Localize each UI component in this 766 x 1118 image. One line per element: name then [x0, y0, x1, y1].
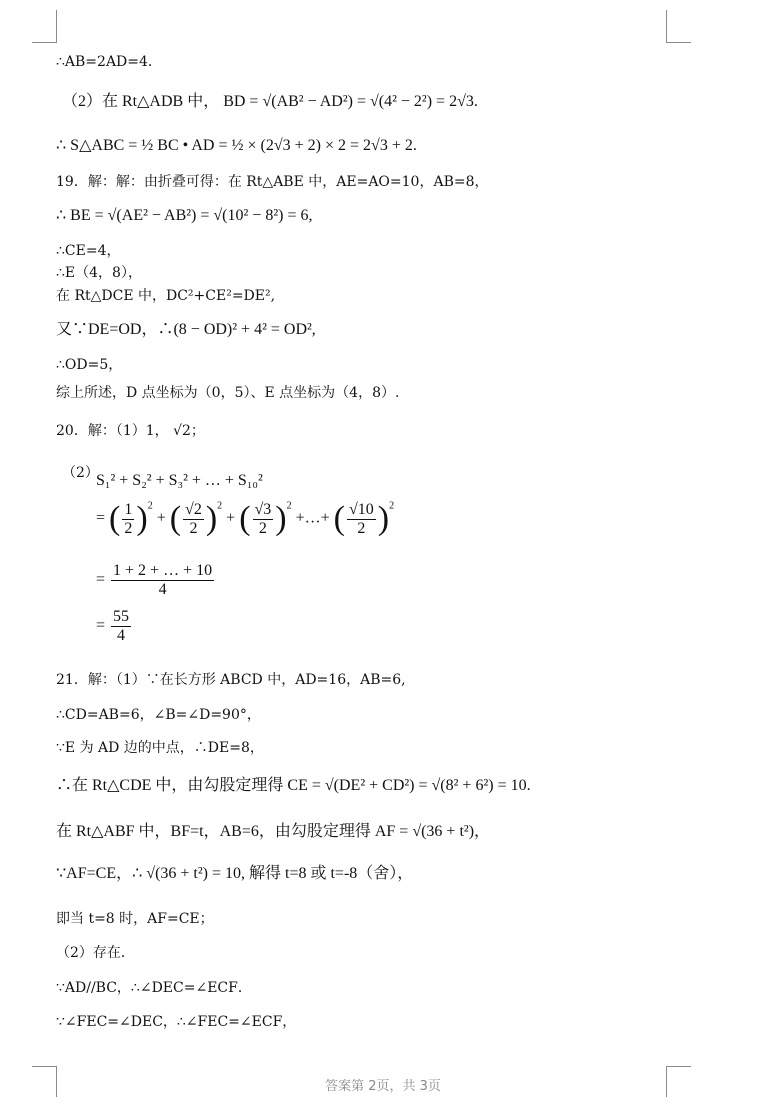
text-line: ∴ S△ABC = ½ BC • AD = ½ × (2√3 + 2) × 2 = 2√3 + 2. — [56, 137, 417, 154]
fraction-numerator: 1 — [124, 500, 133, 518]
equals-sign: = — [96, 509, 106, 527]
text-line: 即当 t=8 时，AF=CE； — [56, 911, 214, 927]
page-footer: 答案第 2页，共 3页 — [325, 1079, 441, 1094]
text-line: 19．解：解：由折叠可得：在 Rt△ABE 中，AE=AO=10，AB=8， — [56, 174, 489, 190]
fraction-numerator: √10 — [349, 500, 374, 518]
fraction-denominator: 2 — [253, 519, 274, 538]
text-line: （2） — [62, 465, 99, 481]
fraction-numerator: 1 + 2 + … + 10 — [113, 562, 213, 579]
text-line: ∵E 为 AD 边的中点，∴DE=8， — [56, 740, 264, 756]
fraction-denominator: 2 — [124, 519, 133, 537]
text-line: ∴CE=4， — [56, 243, 121, 259]
text-line: ∵AF=CE，∴ √(36 + t²) = 10, 解得 t=8 或 t=-8（舍）， — [56, 865, 414, 882]
fraction-denominator: 4 — [111, 626, 131, 645]
fraction-numerator: 55 — [113, 608, 130, 625]
text-line: 在 Rt△DCE 中，DC²+CE²=DE², — [56, 288, 276, 304]
text-line: 21．解：（1）∵在长方形 ABCD 中，AD=16，AB=6, — [56, 672, 406, 688]
q20-step-2: = ( $\frac{1}{2}$ )$^2$ + ( $\frac{√2}{2}$ )$^2$ + ( $\frac{√3}{2}$ )$^2$ +…+ ( $\frac{√10}{2}$ )$^2$ — [96, 500, 395, 537]
equals-sign: = — [96, 617, 106, 635]
text-line: ∴ BE = √(AE² − AB²) = √(10² − 8²) = 6, — [56, 207, 313, 224]
text-line: ∴E（4，8）， — [56, 265, 142, 281]
crop-mark-top-left — [32, 10, 57, 43]
crop-mark-top-right — [666, 10, 691, 43]
text-line: 又∵DE=OD，∴(8 − OD)² + 4² = OD², — [56, 321, 316, 338]
text-line: 综上所述，D 点坐标为（0，5）、E 点坐标为（4，8）. — [56, 385, 400, 401]
text-line: ∵∠FEC=∠DEC，∴∠FEC=∠ECF， — [56, 1014, 297, 1030]
text-line: ∵AD//BC，∴∠DEC=∠ECF． — [56, 980, 252, 996]
text-line: ∴OD=5， — [56, 357, 123, 373]
text-line: ∴在 Rt△CDE 中，由勾股定理得 CE = √(DE² + CD²) = √(8² + 6²) = 10. — [56, 777, 531, 794]
text-line: （2）在 Rt△ADB 中， BD = √(AB² − AD²) = √(4² − 2²) = 2√3. — [62, 93, 478, 110]
text-line: 20．解：（1）1， √2； — [56, 423, 205, 439]
fraction-numerator: √2 — [185, 500, 202, 518]
fraction-denominator: 4 — [111, 580, 214, 599]
text-line: ∴AB=2AD=4． — [56, 54, 162, 70]
text-line: ∴CD=AB=6，∠B=∠D=90°， — [56, 707, 261, 723]
q20-step-1: S₁² + S₂² + S₃² + … + S₁₀² — [96, 472, 263, 489]
q20-step-3 — [96, 562, 216, 599]
text-line: （2）存在． — [56, 945, 135, 961]
equals-sign: = — [96, 571, 106, 589]
fraction-denominator: 2 — [183, 519, 204, 538]
q20-step-4 — [96, 608, 133, 645]
fraction-denominator: 2 — [347, 519, 376, 538]
fraction-numerator: √3 — [254, 500, 272, 518]
text-line: 在 Rt△ABF 中，BF=t，AB=6，由勾股定理得 AF = √(36 + t²)， — [56, 823, 491, 840]
